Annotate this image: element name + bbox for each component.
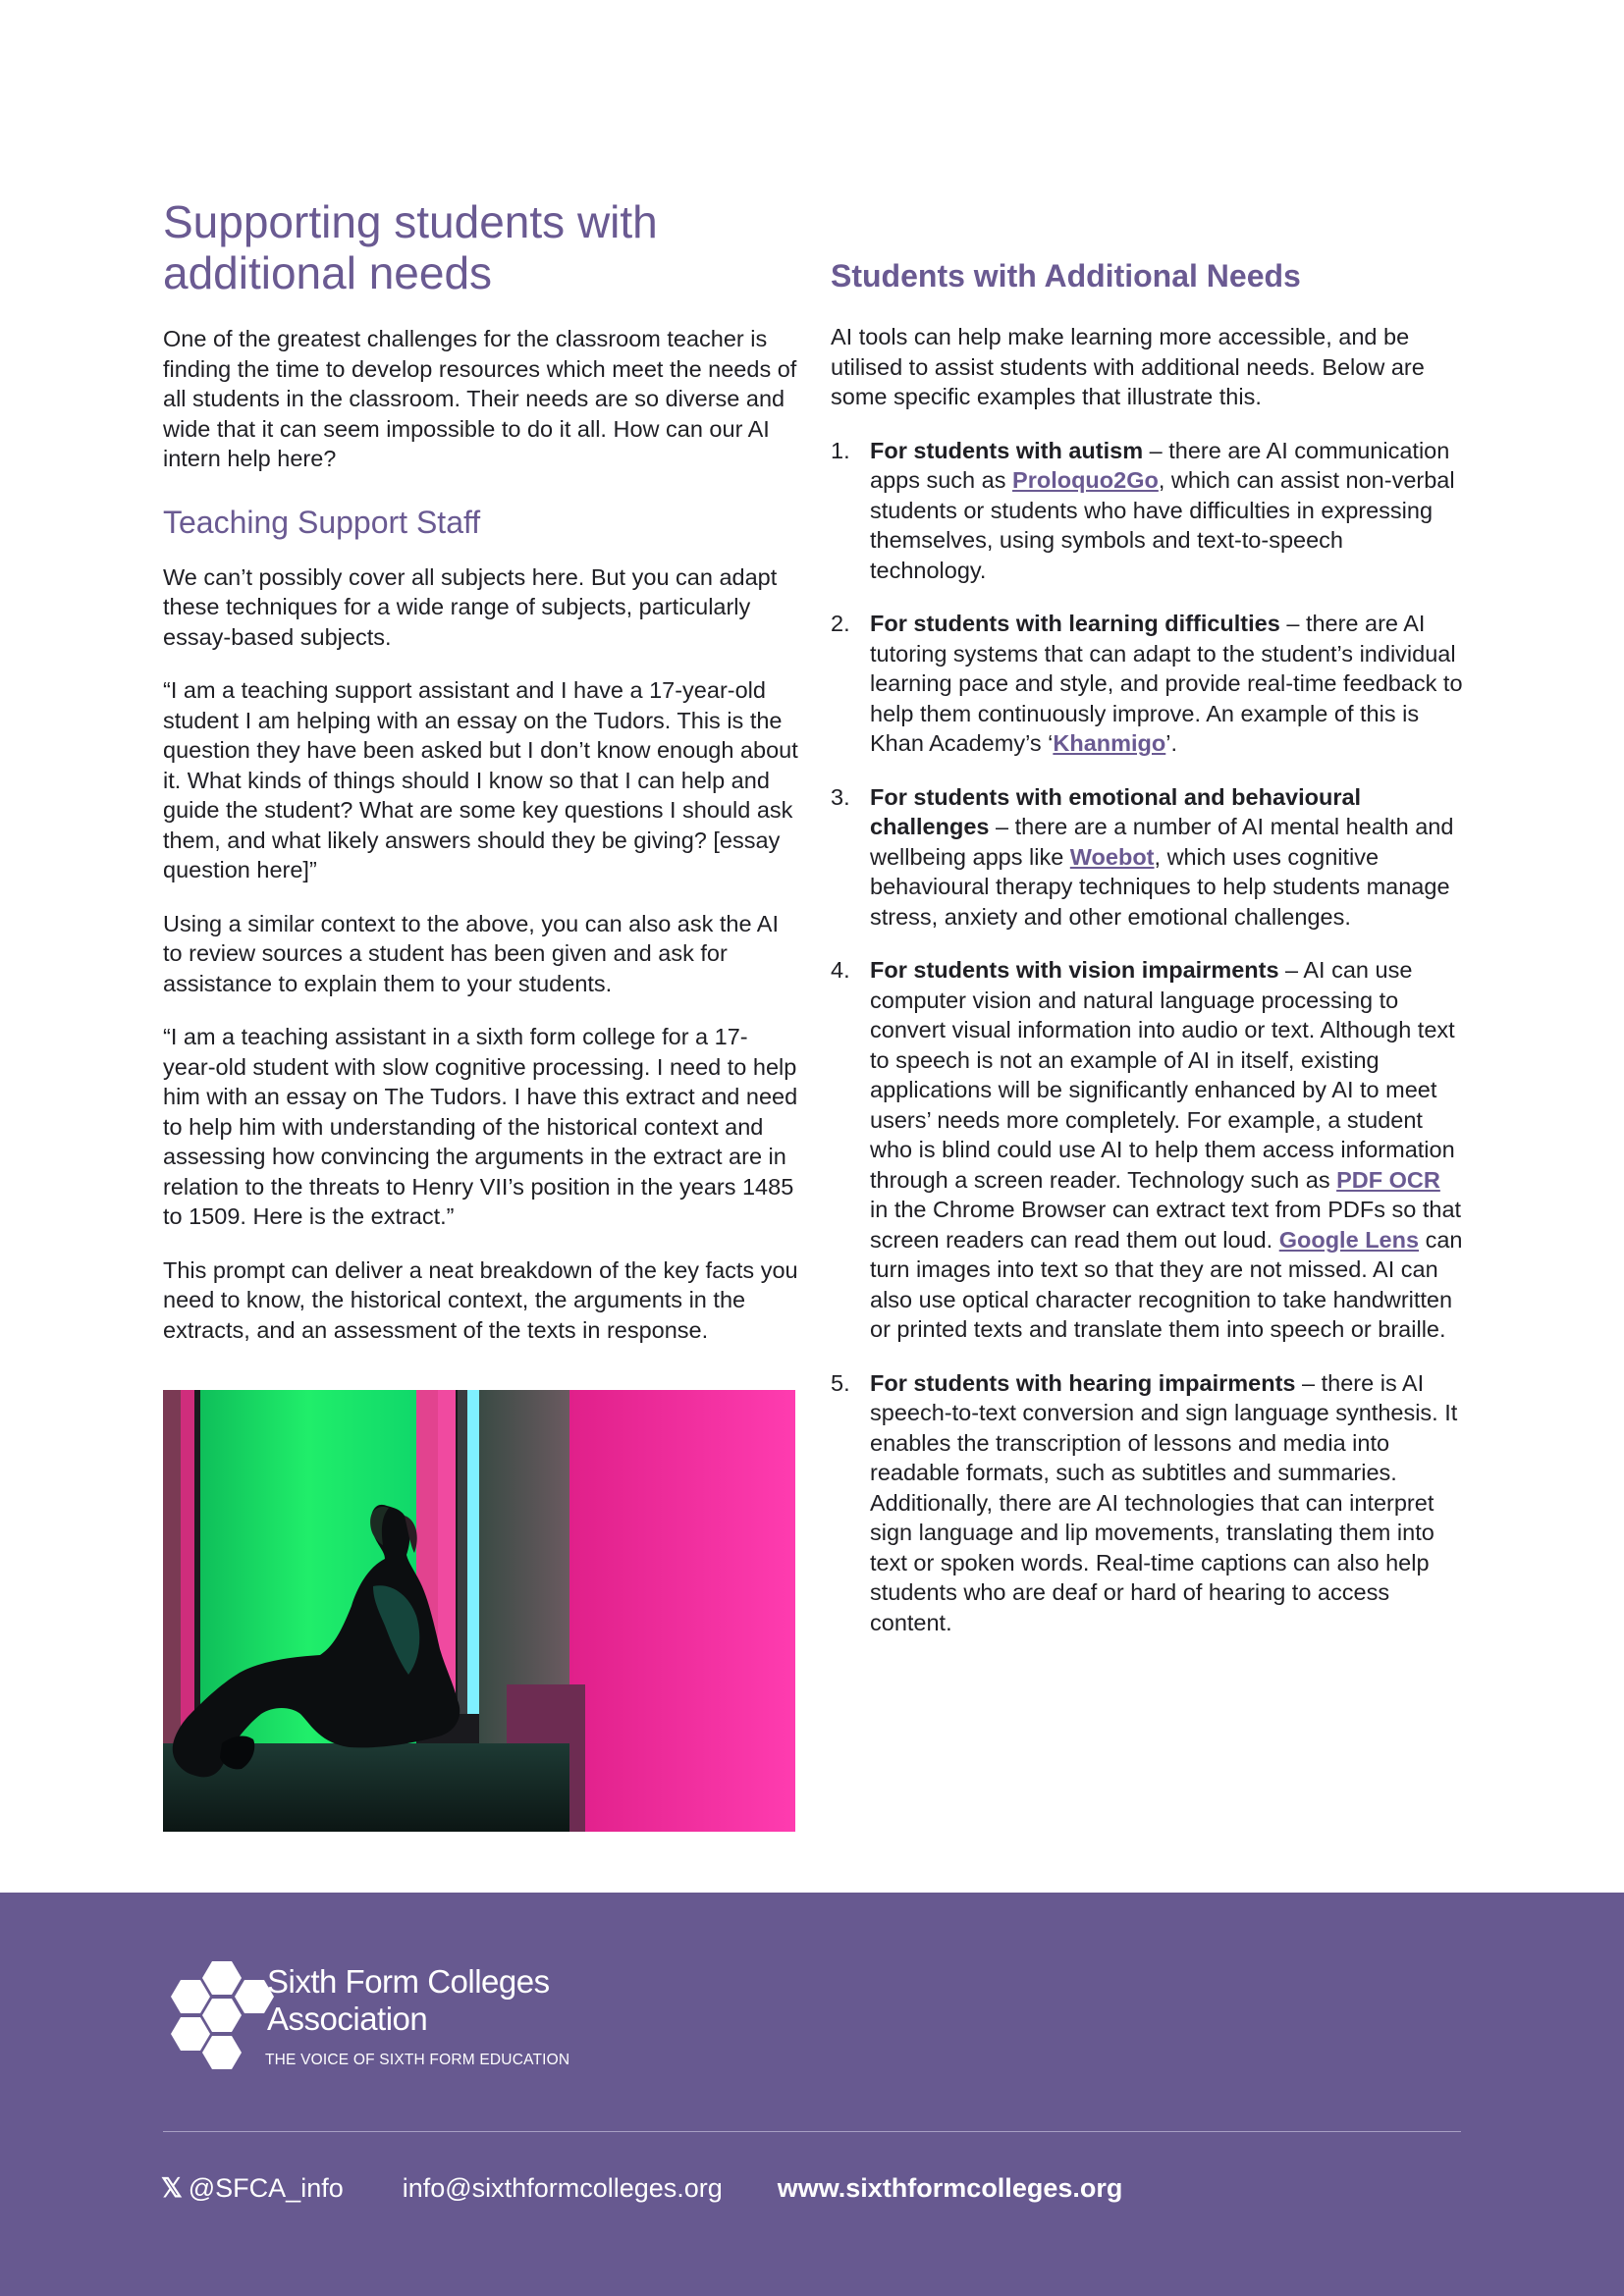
teaching-support-heading: Teaching Support Staff bbox=[163, 504, 481, 540]
org-name: Sixth Form Colleges Association bbox=[267, 1963, 550, 2037]
list-item bbox=[831, 609, 1463, 759]
footer bbox=[0, 1893, 1624, 2296]
item-heading: For students with emotional and behavioural challenges bbox=[870, 783, 1362, 839]
item-text: – AI can use computer vision and natural language processing to convert visual information into audio or text. Although text to speech is not an example of AI in itself, existing applications will be significantly enhanced by AI to meet users’ needs more completely. For example, a student who is blind could use AI to help them access information through a screen reader. Technology such as bbox=[870, 957, 1455, 1193]
contact-bar bbox=[161, 2173, 1122, 2204]
body-paragraph: This prompt can deliver a neat breakdown of the key facts you need to know, the historical context, the arguments in the extracts, and an assessment of the texts in response. bbox=[163, 1256, 798, 1343]
item-text: can turn images into text so that they are not missed. AI can also use optical character recognition to take handwritten or printed texts and translate them into speech or braille. bbox=[870, 1226, 1463, 1342]
list-item bbox=[831, 436, 1463, 586]
list-number: 4. bbox=[831, 957, 850, 983]
x-twitter-icon: 𝕏 bbox=[161, 2173, 183, 2203]
item-text: – there are a number of AI mental health and wellbeing apps like bbox=[870, 814, 1454, 870]
page-title: Supporting students with additional needs bbox=[163, 196, 658, 298]
body-paragraph: We can’t possibly cover all subjects here. But you can adapt these techniques for a wide range of subjects, particularly essay-based subjects. bbox=[163, 563, 778, 650]
intro-paragraph: One of the greatest challenges for the classroom teacher is finding the time to develop resources which meet the needs of all students in the classroom. Their needs are so diverse and wide that it can seem impossible to do it all. How can our AI intern help here? bbox=[163, 326, 797, 471]
org-tagline: THE VOICE OF SIXTH FORM EDUCATION bbox=[265, 2052, 570, 2068]
item-text: – there is AI speech-to-text conversion and sign language synthesis. It enables the transcription of lessons and media into readable formats, such as subtitles and summaries. Additionally, there are AI technologies that can interpret sign language and lip movements, translating them into text or spoken words. Real-time captions can also help students who are deaf or hard of hearing to access content. bbox=[870, 1369, 1458, 1635]
prompt-example-2: “I am a teaching assistant in a sixth form college for a 17-year-old student with slow cognitive processing. I need to help him with an essay on The Tudors. I have this extract and need to help him with understanding of the historical context and assessing how convincing the arguments in the extract are in relation to the threats to Henry VII’s position in the years 1485 to 1509. Here is the extract.” bbox=[163, 1024, 798, 1229]
list-number: 5. bbox=[831, 1369, 850, 1396]
list-item bbox=[831, 1368, 1463, 1638]
twitter-handle-link[interactable]: @SFCA_info bbox=[188, 2173, 344, 2203]
list-item bbox=[831, 782, 1463, 933]
woebot-link[interactable]: Woebot bbox=[1069, 843, 1155, 870]
item-heading: For students with vision impairments bbox=[870, 957, 1279, 983]
item-heading: For students with autism bbox=[870, 437, 1144, 463]
prompt-example-1: “I am a teaching support assistant and I have a 17-year-old student I am helping with an essay on the Tudors. This is the question they have been asked but I don’t know enough about it. What kinds of things should I know so that I can help and guide the student? What are some key questions I should ask them, and what likely answers should they be giving? [essay question here]” bbox=[163, 677, 798, 882]
right-column bbox=[831, 257, 1463, 1661]
proloquo2go-link[interactable]: Proloquo2Go bbox=[1012, 467, 1159, 493]
item-heading: For students with hearing impairments bbox=[870, 1369, 1296, 1396]
additional-needs-heading: Students with Additional Needs bbox=[831, 258, 1301, 294]
body-paragraph: Using a similar context to the above, you can also ask the AI to review sources a student has been given and ask for assistance to explain them to your students. bbox=[163, 910, 780, 996]
list-number: 3. bbox=[831, 783, 850, 810]
item-text: – there are AI communication apps such as bbox=[870, 437, 1450, 493]
item-text: ’. bbox=[1165, 730, 1178, 756]
left-column bbox=[163, 196, 799, 1832]
list-item bbox=[831, 955, 1463, 1345]
footer-divider bbox=[163, 2131, 1461, 2132]
item-heading: For students with learning difficulties bbox=[870, 611, 1280, 636]
email-link[interactable]: info@sixthformcolleges.org bbox=[402, 2173, 723, 2203]
item-text: – there are AI tutoring systems that can adapt to the student’s individual learning pace and style, and provide real-time feedback to help them continuously improve. An example of this is Khan Academy’s ‘ bbox=[870, 611, 1463, 756]
student-photo bbox=[163, 1390, 795, 1832]
google-lens-link[interactable]: Google Lens bbox=[1278, 1226, 1420, 1253]
list-number: 2. bbox=[831, 611, 850, 636]
item-text: , which uses cognitive behavioural therapy techniques to help students manage stress, anxiety and other emotional challenges. bbox=[870, 843, 1450, 930]
additional-needs-intro: AI tools can help make learning more accessible, and be utilised to assist students with additional needs. Below are some specific examples that illustrate this. bbox=[831, 324, 1425, 409]
needs-list bbox=[831, 436, 1463, 1638]
item-text: in the Chrome Browser can extract text from PDFs so that screen readers can read them out loud. bbox=[870, 1197, 1462, 1253]
website-link[interactable]: www.sixthformcolleges.org bbox=[777, 2173, 1123, 2203]
item-text: , which can assist non-verbal students or students who have difficulties in expressing themselves, using symbols and text-to-speech technology. bbox=[870, 467, 1455, 583]
list-number: 1. bbox=[831, 437, 850, 463]
khanmigo-link[interactable]: Khanmigo bbox=[1053, 730, 1166, 756]
pdf-ocr-link[interactable]: PDF OCR bbox=[1336, 1166, 1440, 1193]
